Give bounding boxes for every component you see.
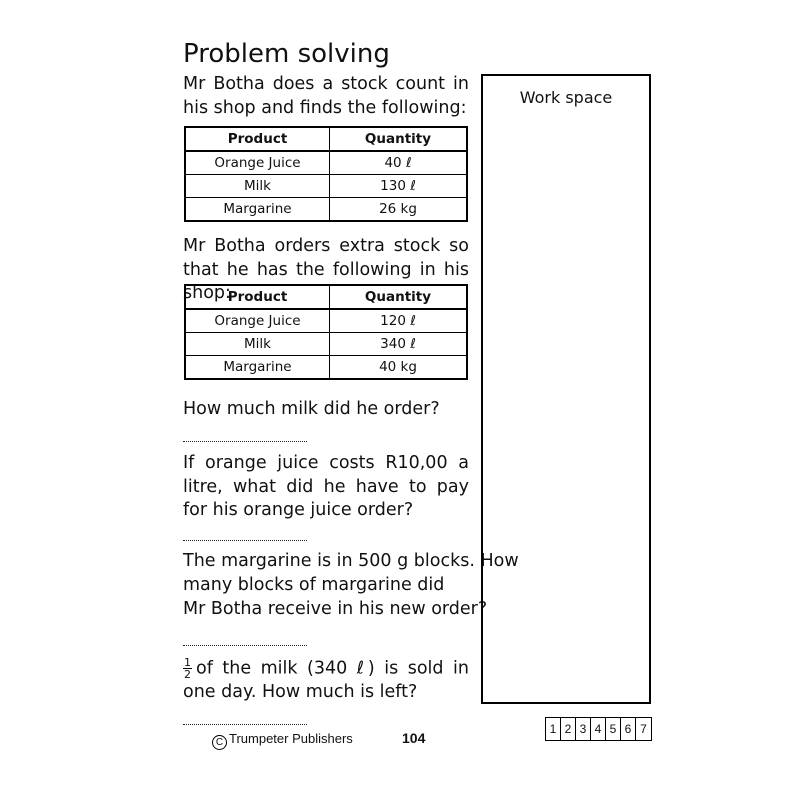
publisher-credit [212, 731, 353, 750]
question-4 [183, 657, 469, 705]
rating-box[interactable]: 2 [561, 718, 576, 740]
table2-cell: Milk [185, 333, 330, 356]
table-row [185, 309, 467, 333]
answer-line-2[interactable] [183, 540, 307, 541]
question-3-line-2: many blocks of margarine did [183, 575, 445, 595]
order-intro-text: Mr Botha orders extra stock so that he has the following in his shop: [183, 236, 469, 303]
rating-box[interactable]: 3 [576, 718, 591, 740]
table1-header-product: Product [185, 127, 330, 151]
fraction-denominator: 2 [184, 668, 191, 681]
table2-cell: Orange Juice [185, 309, 330, 333]
question-4-text: of the milk (340 ℓ) is sold in one day. How much is left? [183, 658, 469, 702]
table2-cell: 340 ℓ [330, 333, 468, 356]
table-row [185, 356, 467, 380]
table2-cell: Margarine [185, 356, 330, 380]
rating-box[interactable]: 5 [606, 718, 621, 740]
table1-cell: Margarine [185, 198, 330, 222]
page-number: 104 [402, 730, 426, 746]
table-row [185, 151, 467, 175]
table1-cell: 130 ℓ [330, 175, 468, 198]
table1-cell: Milk [185, 175, 330, 198]
question-2: If orange juice costs R10,00 a litre, what did he have to pay for his orange juice order? [183, 453, 469, 520]
table-row [185, 198, 467, 222]
table1-header-quantity: Quantity [330, 127, 468, 151]
publisher-name: Trumpeter Publishers [229, 731, 353, 746]
half-fraction [183, 657, 192, 680]
question-3-line-3: Mr Botha receive in his new order? [183, 599, 488, 619]
rating-scale [545, 717, 652, 741]
work-space-box[interactable] [481, 74, 651, 704]
table2-header-quantity: Quantity [330, 285, 468, 309]
rating-box[interactable]: 4 [591, 718, 606, 740]
answer-line-3[interactable] [183, 645, 307, 646]
copyright-icon: C [212, 735, 227, 750]
answer-line-4[interactable] [183, 724, 307, 725]
work-space-label: Work space [519, 88, 613, 107]
rating-box[interactable]: 6 [621, 718, 636, 740]
question-3-line-1: The margarine is in 500 g blocks. How [183, 551, 519, 571]
table-row [185, 333, 467, 356]
rating-box[interactable]: 1 [546, 718, 561, 740]
table1-cell: 40 ℓ [330, 151, 468, 175]
stock-count-table [184, 126, 468, 222]
fraction-numerator: 1 [184, 656, 191, 669]
page-title: Problem solving [183, 39, 390, 69]
table1-cell: Orange Juice [185, 151, 330, 175]
table2-cell: 120 ℓ [330, 309, 468, 333]
new-stock-table [184, 284, 468, 380]
table2-cell: 40 kg [330, 356, 468, 380]
question-1: How much milk did he order? [183, 399, 440, 419]
table1-cell: 26 kg [330, 198, 468, 222]
answer-line-1[interactable] [183, 441, 307, 442]
intro-text: Mr Botha does a stock count in his shop and finds the following: [183, 74, 469, 118]
table-row [185, 175, 467, 198]
table2-header-product: Product [185, 285, 330, 309]
rating-box[interactable]: 7 [640, 722, 647, 736]
